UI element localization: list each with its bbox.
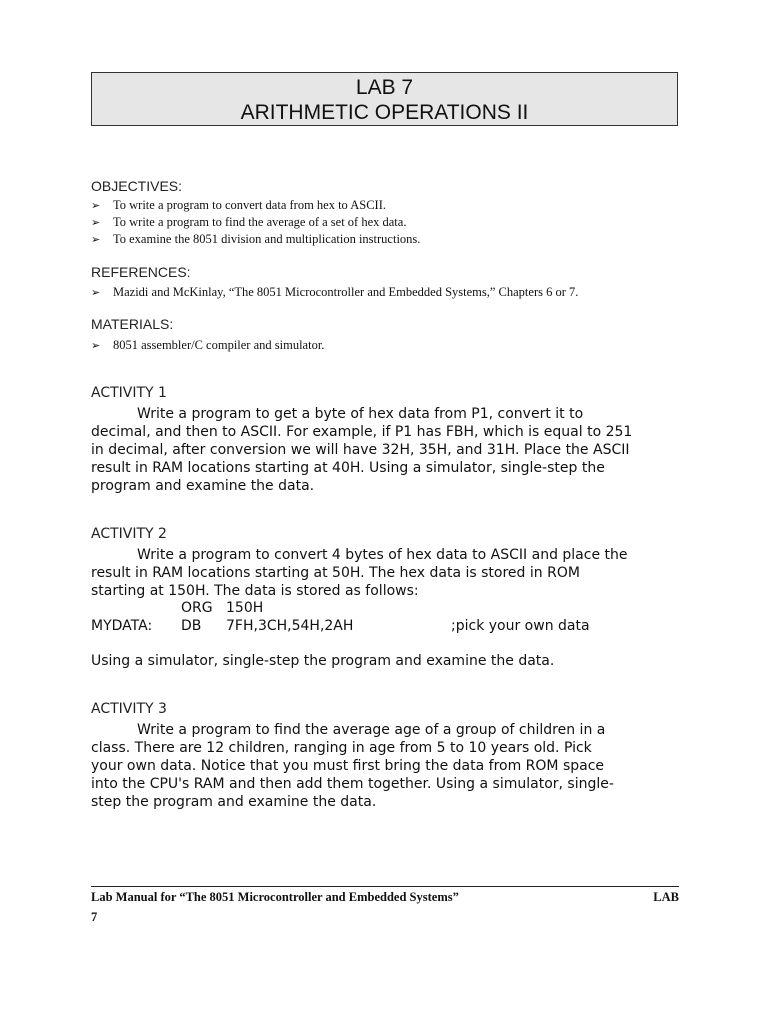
- activity1-text: Write a program to get a byte of hex data from P1, convert it to decimal, and then to ASCII. For example, if P1 has FBH, which is equal to 251 in decimal, after conversion we will have 32H, 35H, and 31H. Place the ASCII result in RAM locations starting at 40H. Using a simulator, single-step the program and examine the data.: [91, 406, 633, 494]
- list-item: ➢ To examine the 8051 division and multiplication instructions.: [91, 231, 420, 248]
- activity2-closing: Using a simulator, single-step the program and examine the data.: [91, 653, 555, 669]
- db-directive: DB: [181, 618, 202, 634]
- org-directive: ORG: [181, 600, 213, 616]
- materials-heading: MATERIALS:: [91, 316, 174, 332]
- references-heading: REFERENCES:: [91, 264, 191, 280]
- list-item: ➢ Mazidi and McKinlay, “The 8051 Microcontroller and Embedded Systems,” Chapters 6 or 7.: [91, 284, 578, 301]
- footer-lab-number: 7: [91, 910, 98, 924]
- lab-number-title: LAB 7: [355, 76, 414, 99]
- objectives-list: [91, 197, 420, 248]
- activity2-text: Write a program to convert 4 bytes of hex data to ASCII and place the result in RAM locations starting at 50H. The hex data is stored in ROM starting at 150H. The data is stored as follows:: [91, 547, 628, 599]
- code-label: MYDATA:: [91, 618, 153, 634]
- arrow-bullet-icon: ➢: [91, 234, 101, 246]
- footer-divider: [91, 886, 679, 887]
- footer-lab-label: LAB: [653, 890, 679, 904]
- footer-manual-title: Lab Manual for “The 8051 Microcontroller and Embedded Systems”: [91, 890, 459, 904]
- activity3-heading: ACTIVITY 3: [91, 701, 167, 717]
- references-list: [91, 284, 578, 301]
- list-item: ➢ To write a program to find the average of a set of hex data.: [91, 214, 420, 231]
- code-comment: ;pick your own data: [451, 618, 590, 634]
- arrow-bullet-icon: ➢: [91, 287, 101, 299]
- db-values: 7FH,3CH,54H,2AH: [226, 618, 354, 634]
- list-item: ➢ 8051 assembler/C compiler and simulator.: [91, 337, 324, 354]
- activity1-heading: ACTIVITY 1: [91, 385, 167, 401]
- objectives-heading: OBJECTIVES:: [91, 178, 183, 194]
- list-item: ➢ To write a program to convert data from hex to ASCII.: [91, 197, 420, 214]
- activity3-text: Write a program to find the average age of a group of children in a class. There are 12 children, ranging in age from 5 to 10 years old. Pick your own data. Notice that you must first bring the data from ROM space into the CPU's RAM and then add them together. Using a simulator, single- step the program and examine the data.: [91, 722, 614, 810]
- arrow-bullet-icon: ➢: [91, 217, 101, 229]
- arrow-bullet-icon: ➢: [91, 340, 101, 352]
- code-line-db: [91, 617, 681, 635]
- arrow-bullet-icon: ➢: [91, 200, 101, 212]
- code-line-org: [91, 599, 681, 617]
- materials-list: [91, 337, 324, 354]
- title-box: [91, 72, 678, 126]
- activity2-heading: ACTIVITY 2: [91, 526, 167, 542]
- org-value: 150H: [226, 600, 264, 616]
- lab-topic-title: ARITHMETIC OPERATIONS II: [240, 101, 529, 124]
